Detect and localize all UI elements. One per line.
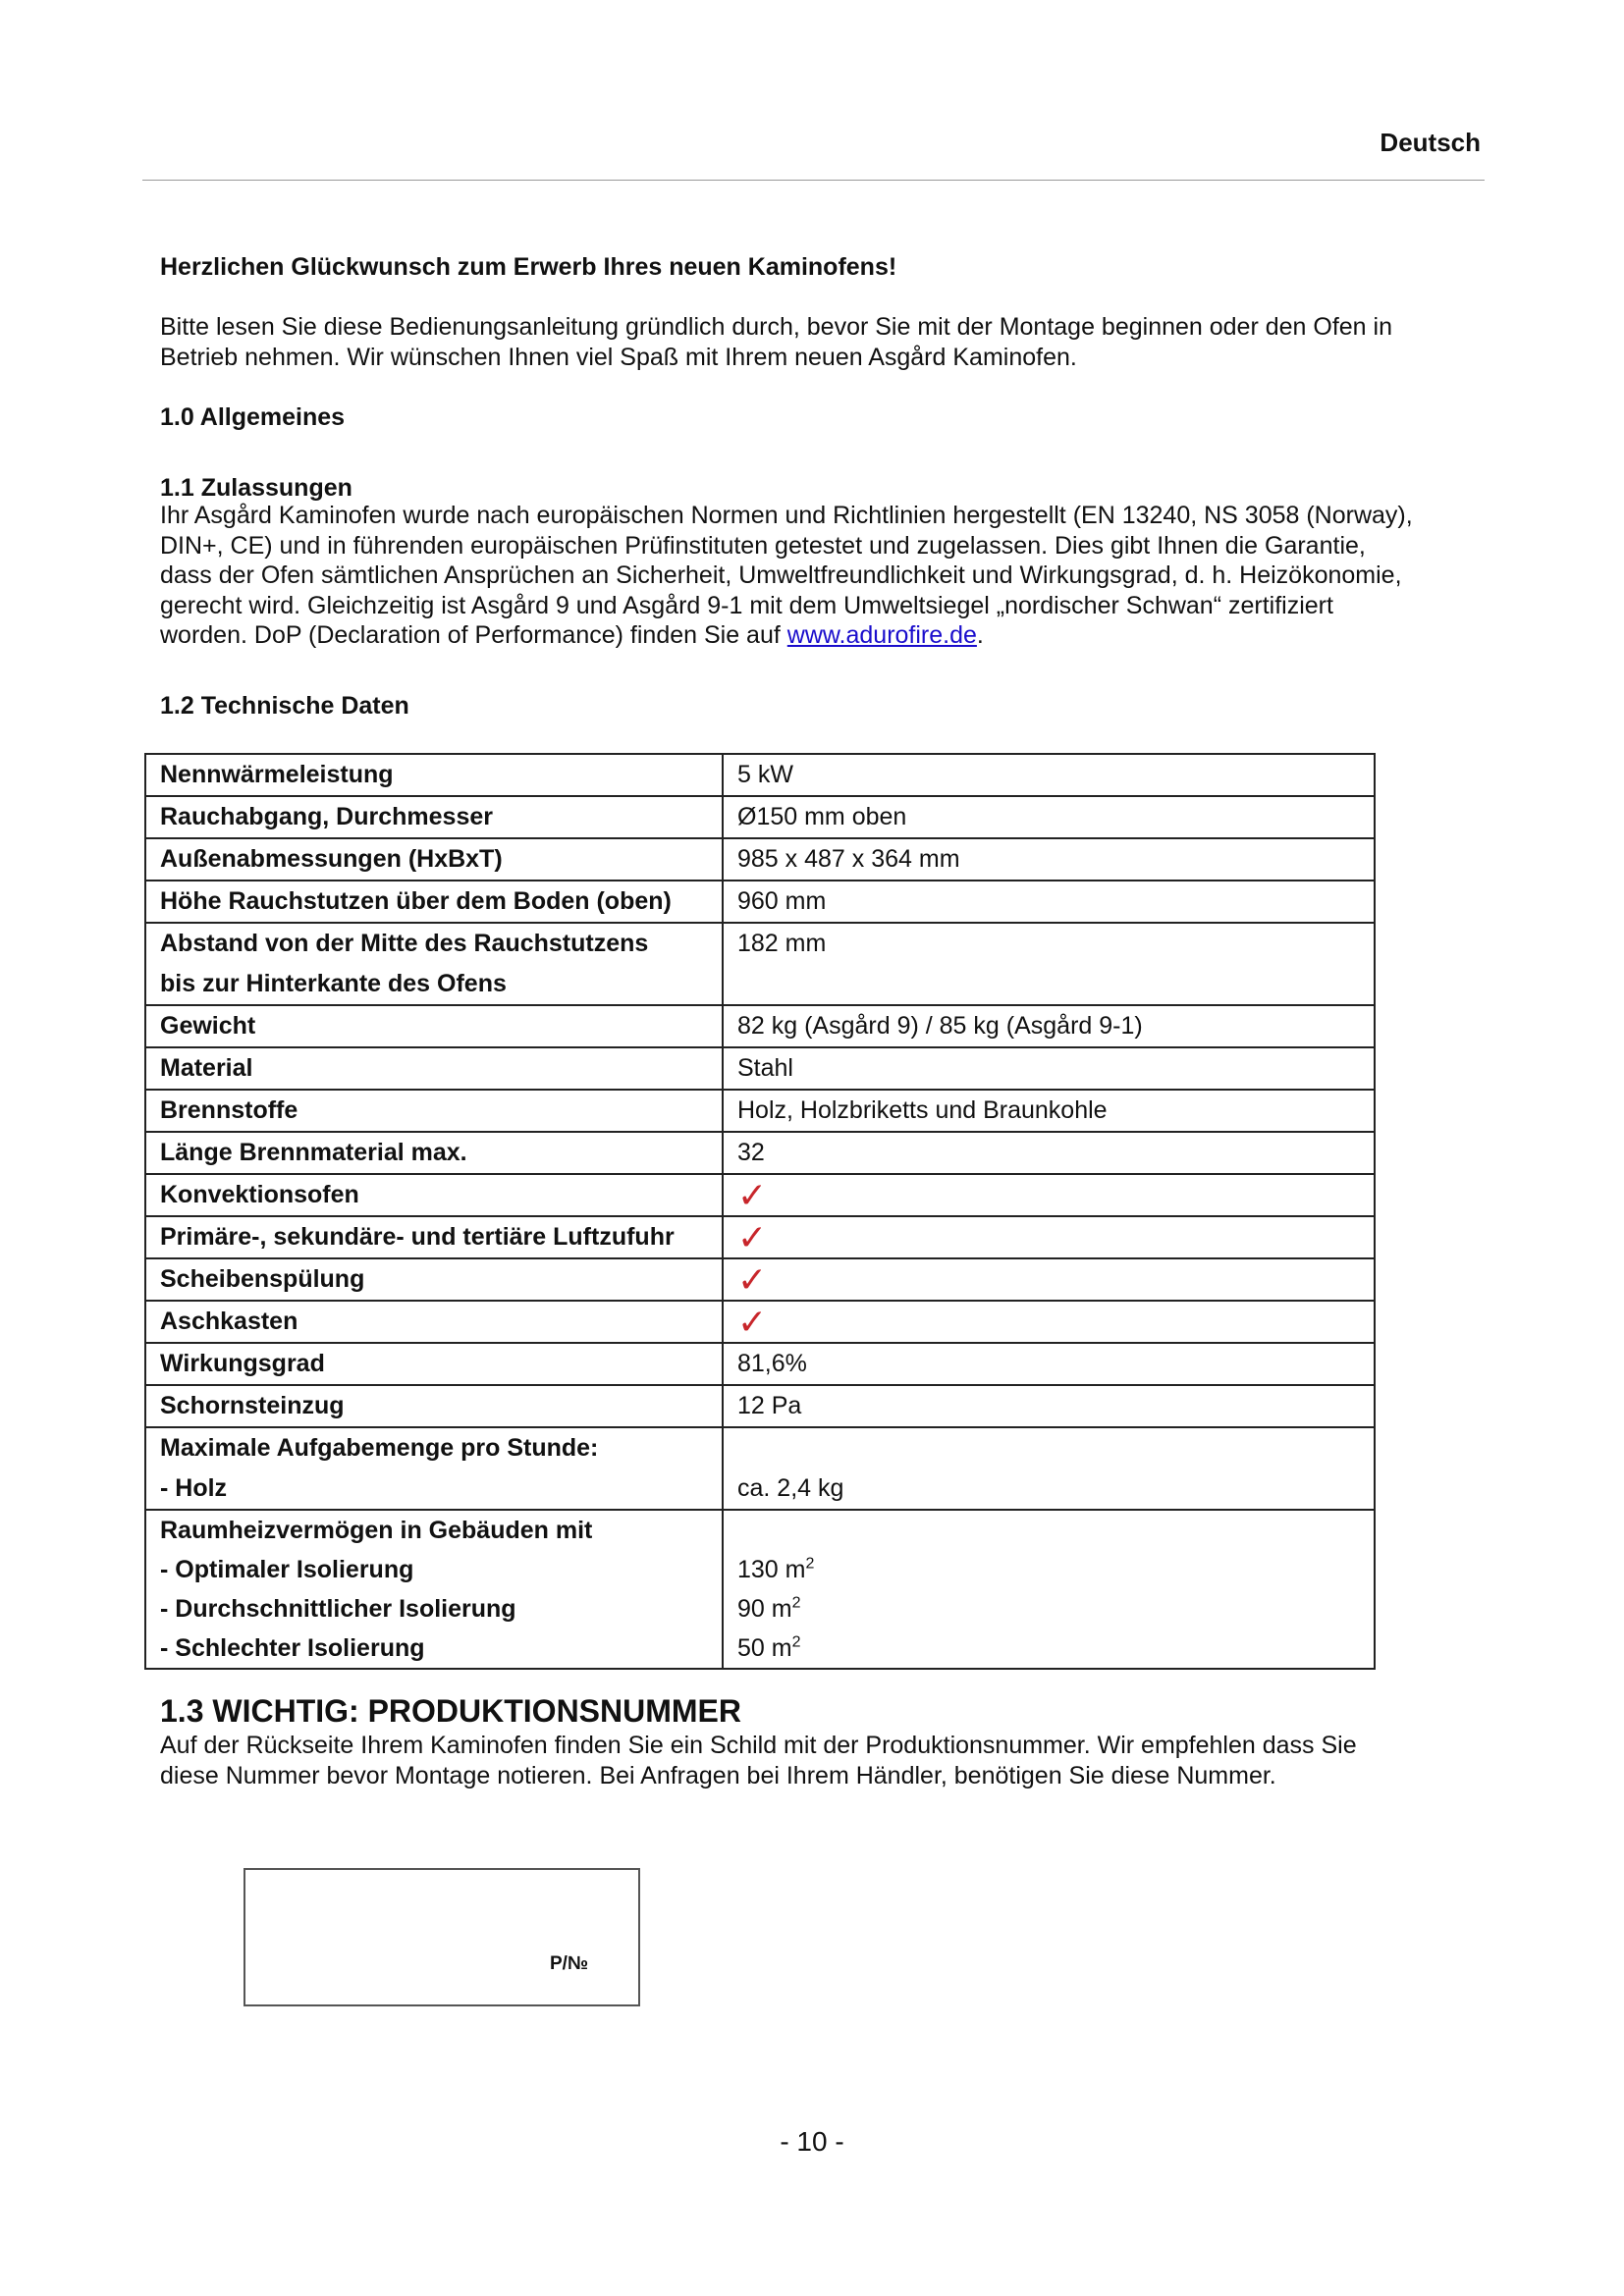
area-unit-sup: 2 bbox=[791, 1633, 801, 1651]
spec-key: Aschkasten bbox=[145, 1301, 723, 1343]
table-row bbox=[145, 881, 1375, 923]
table-row bbox=[145, 1216, 1375, 1258]
spec-key bbox=[145, 1427, 723, 1510]
spec-value-spacer bbox=[737, 1511, 1374, 1550]
area-value: 90 m bbox=[737, 1595, 792, 1623]
spec-key-line: Abstand von der Mitte des Rauchstutzens bbox=[160, 930, 649, 957]
spec-key-line: Raumheizvermögen in Gebäuden mit bbox=[160, 1517, 593, 1544]
spec-value-spacer bbox=[737, 1428, 1374, 1468]
spec-value: 82 kg (Asgård 9) / 85 kg (Asgård 9-1) bbox=[723, 1005, 1375, 1047]
production-line: diese Nummer bevor Montage notieren. Bei Anfragen bei Ihrem Händler, benötigen Sie diese Nummer. bbox=[160, 1761, 1276, 1789]
language-label: Deutsch bbox=[1380, 128, 1481, 157]
table-row bbox=[145, 1510, 1375, 1669]
spec-key bbox=[145, 1510, 723, 1669]
intro-line: Betrieb nehmen. Wir wünschen Ihnen viel Spaß mit Ihrem neuen Asgård Kaminofen. bbox=[160, 343, 1077, 371]
spec-key-line: - Durchschnittlicher Isolierung bbox=[160, 1595, 516, 1623]
spec-value bbox=[723, 1427, 1375, 1510]
spec-key-line: - Schlechter Isolierung bbox=[160, 1634, 425, 1662]
section-1-1-paragraph bbox=[160, 501, 1413, 651]
table-row bbox=[145, 1047, 1375, 1090]
table-row bbox=[145, 1090, 1375, 1132]
spec-value: Stahl bbox=[723, 1047, 1375, 1090]
table-row bbox=[145, 1385, 1375, 1427]
intro-line: Bitte lesen Sie diese Bedienungsanleitung gründlich durch, bevor Sie mit der Montage beginnen oder den Ofen in bbox=[160, 313, 1392, 341]
intro-paragraph bbox=[160, 312, 1392, 372]
adurofire-link[interactable]: www.adurofire.de bbox=[786, 621, 977, 649]
section-1-3-paragraph bbox=[160, 1731, 1357, 1790]
spec-value bbox=[723, 1510, 1375, 1669]
spec-key: Länge Brennmaterial max. bbox=[145, 1132, 723, 1174]
section-1-3-heading: 1.3 WICHTIG: PRODUKTIONSNUMMER bbox=[160, 1693, 741, 1729]
spec-value: 960 mm bbox=[723, 881, 1375, 923]
spec-value: 81,6% bbox=[723, 1343, 1375, 1385]
spec-key: Höhe Rauchstutzen über dem Boden (oben) bbox=[145, 881, 723, 923]
checkmark-icon: ✓ bbox=[723, 1258, 1375, 1301]
approval-text: worden. DoP (Declaration of Performance) finden Sie auf bbox=[160, 621, 787, 649]
spec-value-line: ca. 2,4 kg bbox=[737, 1474, 844, 1502]
checkmark-icon: ✓ bbox=[723, 1216, 1375, 1258]
spec-value: 12 Pa bbox=[723, 1385, 1375, 1427]
area-unit-sup: 2 bbox=[805, 1555, 815, 1573]
area-value: 50 m bbox=[737, 1634, 792, 1662]
spec-value: Ø150 mm oben bbox=[723, 796, 1375, 838]
spec-key: Material bbox=[145, 1047, 723, 1090]
spec-key-line: Maximale Aufgabemenge pro Stunde: bbox=[160, 1434, 599, 1462]
table-row bbox=[145, 1005, 1375, 1047]
table-row bbox=[145, 1132, 1375, 1174]
spec-value: 182 mm bbox=[723, 923, 1375, 1005]
spec-key-line: - Optimaler Isolierung bbox=[160, 1556, 414, 1583]
checkmark-icon: ✓ bbox=[723, 1301, 1375, 1343]
production-number-label: P/№ bbox=[550, 1953, 589, 1974]
spec-value-line bbox=[737, 1550, 1374, 1589]
spec-key: Rauchabgang, Durchmesser bbox=[145, 796, 723, 838]
table-row bbox=[145, 754, 1375, 796]
spec-value: 985 x 487 x 364 mm bbox=[723, 838, 1375, 881]
approval-line: dass der Ofen sämtlichen Ansprüchen an Sicherheit, Umweltfreundlichkeit und Wirkungsgrad, d. h. Heizökonomie, bbox=[160, 561, 1402, 589]
section-1-2-heading: 1.2 Technische Daten bbox=[160, 692, 409, 720]
spec-key: Wirkungsgrad bbox=[145, 1343, 723, 1385]
spec-key-line: bis zur Hinterkante des Ofens bbox=[160, 970, 507, 997]
table-row bbox=[145, 838, 1375, 881]
spec-value: Holz, Holzbriketts und Braunkohle bbox=[723, 1090, 1375, 1132]
table-row bbox=[145, 923, 1375, 1005]
area-unit-sup: 2 bbox=[791, 1594, 801, 1612]
spec-key-line: - Holz bbox=[160, 1474, 228, 1502]
technical-data-table bbox=[144, 753, 1376, 1670]
spec-key: Primäre-, sekundäre- und tertiäre Luftzufuhr bbox=[145, 1216, 723, 1258]
section-1-0-heading: 1.0 Allgemeines bbox=[160, 403, 346, 431]
table-row bbox=[145, 1427, 1375, 1510]
table-row bbox=[145, 796, 1375, 838]
table-row bbox=[145, 1301, 1375, 1343]
spec-value: 32 bbox=[723, 1132, 1375, 1174]
production-line: Auf der Rückseite Ihrem Kaminofen finden Sie ein Schild mit der Produktionsnummer. Wir empfehlen dass Sie bbox=[160, 1732, 1357, 1759]
spec-key: Schornsteinzug bbox=[145, 1385, 723, 1427]
spec-key: Konvektionsofen bbox=[145, 1174, 723, 1216]
spec-key: Scheibenspülung bbox=[145, 1258, 723, 1301]
table-row bbox=[145, 1174, 1375, 1216]
area-value: 130 m bbox=[737, 1556, 806, 1583]
spec-key: Gewicht bbox=[145, 1005, 723, 1047]
approval-line: Ihr Asgård Kaminofen wurde nach europäischen Normen und Richtlinien hergestellt (EN 13240, NS 3058 (Norway), bbox=[160, 502, 1413, 529]
spec-value-line bbox=[737, 1629, 1374, 1668]
approval-period: . bbox=[976, 621, 984, 649]
approval-line: DIN+, CE) und in führenden europäischen Prüfinstituten getestet und zugelassen. Dies gibt Ihnen die Garantie, bbox=[160, 531, 1366, 560]
spec-key bbox=[145, 923, 723, 1005]
page-number: - 10 - bbox=[780, 2126, 844, 2157]
header-divider bbox=[142, 180, 1485, 181]
approval-line: gerecht wird. Gleichzeitig ist Asgård 9 und Asgård 9-1 mit dem Umweltsiegel „nordischer Schwan“ zertifiziert bbox=[160, 591, 1333, 619]
spec-key: Außenabmessungen (HxBxT) bbox=[145, 838, 723, 881]
spec-value: 5 kW bbox=[723, 754, 1375, 796]
table-row bbox=[145, 1258, 1375, 1301]
intro-heading: Herzlichen Glückwunsch zum Erwerb Ihres neuen Kaminofens! bbox=[160, 253, 897, 281]
approval-line-last bbox=[160, 620, 1413, 651]
production-number-plate bbox=[244, 1868, 640, 2006]
table-row bbox=[145, 1343, 1375, 1385]
spec-value-line bbox=[737, 1589, 1374, 1629]
spec-key: Brennstoffe bbox=[145, 1090, 723, 1132]
spec-key: Nennwärmeleistung bbox=[145, 754, 723, 796]
section-1-1-heading: 1.1 Zulassungen bbox=[160, 474, 352, 502]
checkmark-icon: ✓ bbox=[723, 1174, 1375, 1216]
